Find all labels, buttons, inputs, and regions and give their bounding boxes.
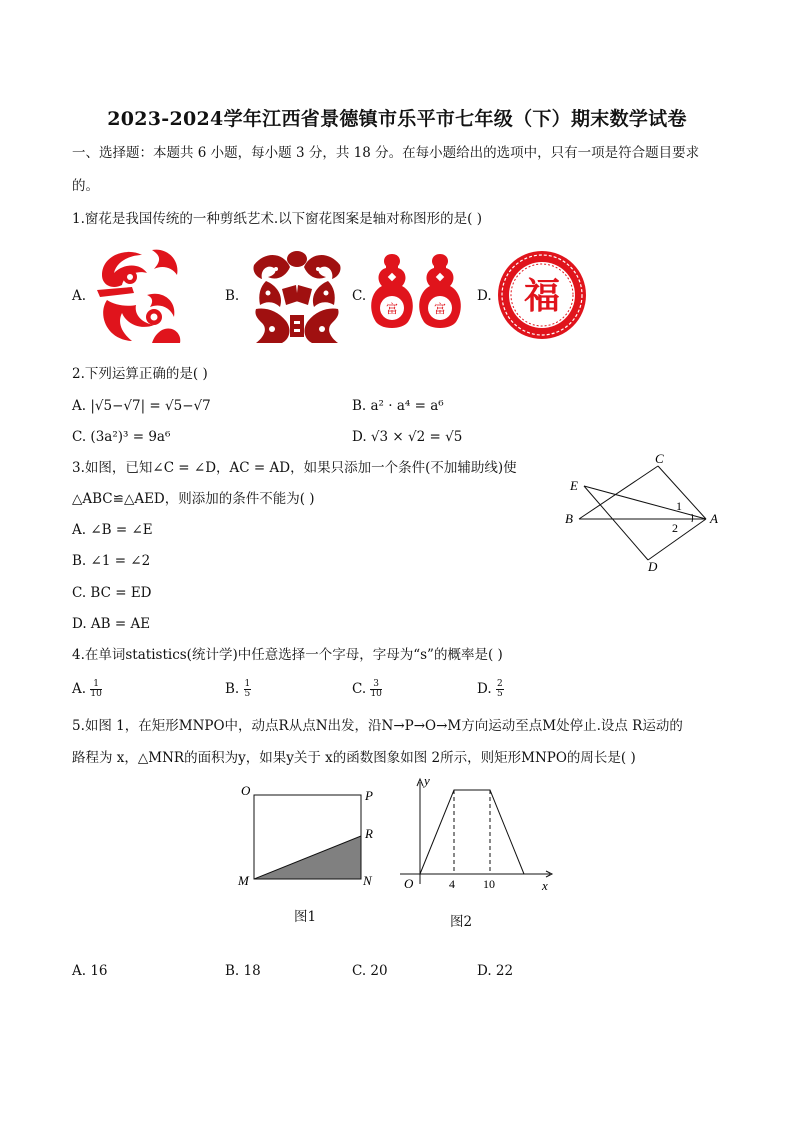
q4-option-c [352,680,382,699]
q1-option-b-label: B. [225,288,240,304]
q5-option-a: A. 16 [72,963,108,979]
q3-option-a: A. ∠B = ∠E [72,522,153,538]
q5-fig1-label-p: P [365,788,373,803]
q5-fig2-label-y: y [424,773,430,788]
q4-option-b-letter: B. [225,681,240,697]
q1-option-a-label: A. [72,288,87,304]
q2-option-c: C. (3a²)³ = 9a⁶ [72,429,171,445]
q3-label-d: D [648,559,658,574]
q4-c-den: 10 [370,689,382,699]
q4-stem: 4.在单词statistics(统计学)中任意选择一个字母，字母为“s”的概率是( ) [72,647,503,663]
q5-option-d: D. 22 [477,963,514,979]
q5-fig1-label-m: M [238,873,249,888]
q5-fig2-tick-10: 10 [483,877,495,891]
q3-option-c: C. BC = ED [72,585,152,601]
q4-a-den: 10 [90,689,102,699]
q1-option-c-label: C. [352,288,367,304]
q3-option-d: D. AB = AE [72,616,151,632]
q4-d-num: 2 [496,679,503,689]
q3-stem-line1: 3.如图，已知∠C = ∠D，AC = AD，如果只添加一个条件(不加辅助线)使 [72,460,517,476]
q1-option-c-image [370,252,466,336]
q3-label-1: 1 [676,499,682,513]
q3-label-a: A [710,511,718,526]
q5-stem-line1: 5.如图 1，在矩形MNPO中，动点R从点N出发，沿N→P→O→M方向运动至点M处停止.设点 R运动的 [72,718,683,734]
q1-c-char-right: 富 [433,302,447,316]
q4-c-num: 3 [370,680,381,690]
q2-option-a: A. |√5−√7| = √5−√7 [72,398,211,414]
q5-option-c: C. 20 [352,963,388,979]
q2-option-d: D. √3 × √2 = √5 [352,429,463,445]
q3-option-b: B. ∠1 = ∠2 [72,553,151,569]
q3-label-c: C [655,452,664,466]
q3-stem-line2: △ABC≌△AED，则添加的条件不能为( ) [72,491,315,507]
q4-option-d-letter: D. [477,681,492,697]
q5-figure2 [396,772,562,900]
q5-option-b: B. 18 [225,963,261,979]
q5-fig2-label-x: x [542,878,548,893]
q1-option-d-image [497,250,587,344]
q5-stem-line2: 路程为 x，△MNR的面积为y，如果y关于 x的函数图象如图 2所示，则矩形MNPO的周长是( ) [72,750,636,766]
q5-fig1-label-o: O [241,783,251,798]
q4-option-a [72,680,102,699]
q4-a-num: 1 [90,680,101,690]
q1-stem: 1.窗花是我国传统的一种剪纸艺术.以下窗花图案是轴对称图形的是( ) [72,211,482,227]
q4-option-b [225,680,251,699]
q5-fig2-label-o: O [404,876,414,891]
q1-option-d-label: D. [477,288,492,304]
q4-b-den: 5 [244,689,251,699]
q5-figure1 [235,778,385,898]
q5-fig1-label-r: R [365,826,373,841]
q5-fig2-tick-4: 4 [449,877,455,891]
q4-b-num: 1 [244,679,251,689]
q1-d-char: 福 [523,276,561,316]
q3-label-b: B [565,511,573,526]
q4-d-den: 5 [496,689,503,699]
q3-label-e: E [570,478,578,493]
q4-option-d [477,680,504,699]
section-header-line2: 的。 [72,178,99,194]
q1-option-b-image [246,245,348,349]
q3-label-2: 2 [672,521,678,535]
section-header-line1: 一、选择题：本题共 6 小题，每小题 3 分，共 18 分。在每小题给出的选项中，只有一项是符合题目要求 [72,145,700,161]
q2-stem: 2.下列运算正确的是( ) [72,366,208,382]
q4-option-a-letter: A. [72,681,87,697]
q1-c-char-left: 富 [385,302,399,316]
q3-figure [560,452,730,581]
q5-fig1-caption: 图1 [294,909,317,925]
q5-fig1-label-n: N [363,873,372,888]
q2-option-b: B. a² · a⁴ = a⁶ [352,398,444,414]
page-title: 2023-2024学年江西省景德镇市乐平市七年级（下）期末数学试卷 [107,108,687,130]
q4-option-c-letter: C. [352,681,367,697]
q5-fig2-caption: 图2 [450,914,473,930]
q1-option-a-image [92,245,184,349]
